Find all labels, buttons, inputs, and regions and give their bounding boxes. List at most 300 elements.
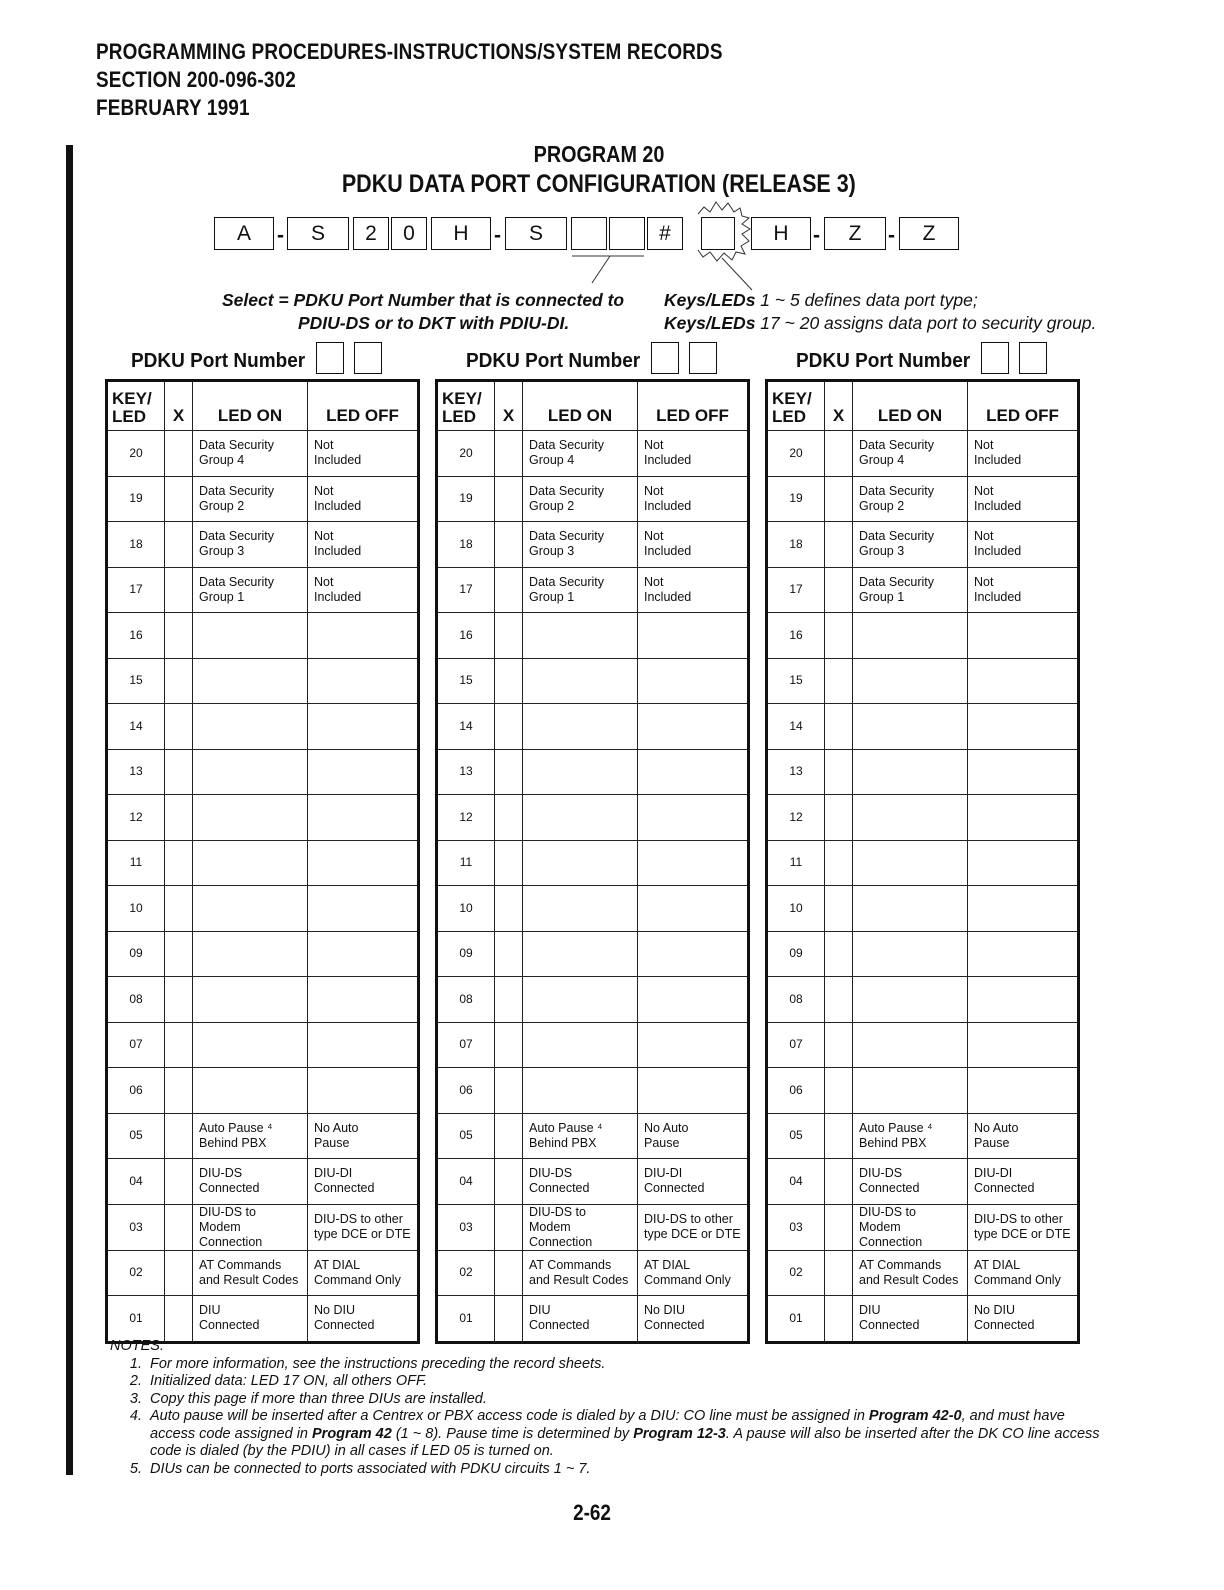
x-cell[interactable] xyxy=(825,1204,853,1250)
x-cell[interactable] xyxy=(495,1068,523,1114)
x-cell[interactable] xyxy=(825,431,853,477)
key-led-number: 20 xyxy=(107,431,165,477)
x-cell[interactable] xyxy=(495,613,523,659)
led-off-cell xyxy=(638,704,749,750)
key-led-number: 03 xyxy=(767,1204,825,1250)
key-led-number: 14 xyxy=(437,704,495,750)
led-off-cell xyxy=(308,1250,419,1296)
table-row xyxy=(767,1204,1079,1250)
led-on-text: Group 2 xyxy=(199,498,245,513)
table-row xyxy=(437,704,749,750)
led-off-cell xyxy=(638,1296,749,1343)
led-off-cell xyxy=(968,1296,1079,1343)
led-off-cell xyxy=(968,1068,1079,1114)
table-row xyxy=(437,1113,749,1159)
led-off-cell xyxy=(308,476,419,522)
led-off-text: Connected xyxy=(314,1318,375,1333)
port-number-box xyxy=(354,342,382,374)
x-cell[interactable] xyxy=(495,977,523,1023)
select-label: Select = xyxy=(222,290,289,310)
led-on-text: Connection xyxy=(529,1234,593,1249)
led-off-cell xyxy=(968,977,1079,1023)
led-off-cell xyxy=(638,1113,749,1159)
key-led-number: 11 xyxy=(107,840,165,886)
led-off-cell xyxy=(968,795,1079,841)
x-cell[interactable] xyxy=(165,1159,193,1205)
x-cell[interactable] xyxy=(165,431,193,477)
x-cell[interactable] xyxy=(495,567,523,613)
x-cell[interactable] xyxy=(495,1022,523,1068)
led-on-cell xyxy=(193,1296,308,1343)
x-cell[interactable] xyxy=(825,1296,853,1343)
program-subtitle: PDKU DATA PORT CONFIGURATION (RELEASE 3) xyxy=(341,170,857,198)
x-cell[interactable] xyxy=(165,1250,193,1296)
header-line-2: SECTION 200-096-302 xyxy=(96,67,296,92)
x-cell[interactable] xyxy=(495,1113,523,1159)
led-on-cell xyxy=(853,431,968,477)
led-on-cell xyxy=(193,1159,308,1205)
key-led-number: 06 xyxy=(107,1068,165,1114)
header-key-led: KEY/ LED xyxy=(107,381,165,431)
x-cell[interactable] xyxy=(165,567,193,613)
led-on-text: DIU xyxy=(199,1303,221,1318)
table-row xyxy=(437,431,749,477)
table-row xyxy=(767,658,1079,704)
led-on-text: Data Security xyxy=(529,483,605,498)
x-cell[interactable] xyxy=(825,522,853,568)
led-on-cell xyxy=(523,840,638,886)
led-on-cell xyxy=(523,886,638,932)
key-led-number: 02 xyxy=(107,1250,165,1296)
led-off-text: Included xyxy=(314,544,362,559)
x-cell[interactable] xyxy=(165,1204,193,1250)
port-number-box xyxy=(1019,342,1047,374)
x-cell[interactable] xyxy=(165,1022,193,1068)
led-off-cell xyxy=(638,1250,749,1296)
key-led-number: 07 xyxy=(767,1022,825,1068)
key-led-number: 13 xyxy=(107,749,165,795)
led-off-cell xyxy=(638,931,749,977)
led-on-text: Connected xyxy=(199,1318,260,1333)
note-2: 2. Initialized data: LED 17 ON, all others OFF. xyxy=(146,1373,1108,1391)
x-cell[interactable] xyxy=(825,931,853,977)
led-on-cell xyxy=(193,749,308,795)
x-cell[interactable] xyxy=(825,1113,853,1159)
led-off-cell xyxy=(308,1204,419,1250)
led-off-text: type DCE or DTE xyxy=(644,1227,741,1241)
led-off-text: No DIU xyxy=(314,1303,355,1318)
code-box-0: 0 xyxy=(391,217,427,250)
led-on-text: and Result Codes xyxy=(529,1272,629,1287)
led-off-text: Connected xyxy=(314,1181,375,1196)
table-row xyxy=(107,567,419,613)
led-off-cell xyxy=(638,1068,749,1114)
led-off-cell xyxy=(638,886,749,932)
led-on-cell xyxy=(523,522,638,568)
led-on-text: Behind PBX xyxy=(529,1135,597,1150)
led-off-text: Command Only xyxy=(974,1272,1061,1287)
key-led-number: 20 xyxy=(767,431,825,477)
led-off-cell xyxy=(638,658,749,704)
led-off-cell xyxy=(638,795,749,841)
led-off-text: Connected xyxy=(974,1318,1035,1333)
table-row xyxy=(107,1113,419,1159)
x-cell[interactable] xyxy=(495,1296,523,1343)
table-row xyxy=(437,1159,749,1205)
key-led-number: 05 xyxy=(107,1113,165,1159)
code-box-h: H xyxy=(431,217,491,250)
x-cell[interactable] xyxy=(825,795,853,841)
led-on-text: Behind PBX xyxy=(199,1135,267,1150)
table-row xyxy=(767,931,1079,977)
x-cell[interactable] xyxy=(825,977,853,1023)
led-off-text: Pause xyxy=(644,1135,680,1150)
header-led-off: LED OFF xyxy=(308,381,419,431)
x-cell[interactable] xyxy=(825,1250,853,1296)
key-led-number: 10 xyxy=(437,886,495,932)
code-box-z: Z xyxy=(824,217,886,250)
header-x: X xyxy=(165,381,193,431)
led-off-text: No Auto xyxy=(314,1120,359,1135)
select-label-line xyxy=(222,290,624,311)
x-cell[interactable] xyxy=(495,795,523,841)
led-off-text: Not xyxy=(644,483,664,498)
code-dash: - xyxy=(494,224,501,247)
led-off-text: Not xyxy=(974,574,994,589)
led-off-cell xyxy=(308,431,419,477)
x-cell[interactable] xyxy=(825,1068,853,1114)
key-led-number: 01 xyxy=(107,1296,165,1343)
x-cell[interactable] xyxy=(165,1068,193,1114)
key-led-number: 20 xyxy=(437,431,495,477)
led-off-cell xyxy=(638,1204,749,1250)
led-off-text: Included xyxy=(974,544,1022,559)
x-cell[interactable] xyxy=(165,613,193,659)
x-cell[interactable] xyxy=(495,658,523,704)
led-on-text: Connection xyxy=(199,1234,263,1249)
x-cell[interactable] xyxy=(165,1296,193,1343)
header-led-on: LED ON xyxy=(193,381,308,431)
x-cell[interactable] xyxy=(165,704,193,750)
port-number-label-3: PDKU Port Number xyxy=(796,350,971,372)
led-on-cell xyxy=(853,931,968,977)
x-cell[interactable] xyxy=(165,795,193,841)
x-cell[interactable] xyxy=(825,704,853,750)
table-header-row xyxy=(107,381,419,431)
led-on-text: Group 4 xyxy=(529,453,575,468)
x-cell[interactable] xyxy=(495,749,523,795)
led-on-text: DIU xyxy=(859,1303,881,1318)
key-led-number: 07 xyxy=(107,1022,165,1068)
led-off-cell xyxy=(638,1022,749,1068)
led-on-cell xyxy=(853,795,968,841)
key-led-number: 03 xyxy=(437,1204,495,1250)
key-led-number: 12 xyxy=(107,795,165,841)
key-led-number: 04 xyxy=(107,1159,165,1205)
led-on-cell xyxy=(523,431,638,477)
header-key-led: KEY/ LED xyxy=(437,381,495,431)
led-off-cell xyxy=(968,931,1079,977)
led-on-cell xyxy=(193,840,308,886)
led-off-text: Not xyxy=(974,483,994,498)
header-line-1: PROGRAMMING PROCEDURES-INSTRUCTIONS/SYSTEM RECORDS xyxy=(96,39,723,64)
code-box-z: Z xyxy=(899,217,959,250)
x-cell[interactable] xyxy=(495,476,523,522)
key-led-number: 08 xyxy=(437,977,495,1023)
table-row xyxy=(437,1250,749,1296)
led-off-text: DIU-DI xyxy=(974,1166,1013,1181)
led-on-text: Group 2 xyxy=(529,498,575,513)
header-x: X xyxy=(495,381,523,431)
table-row xyxy=(767,522,1079,568)
table-row xyxy=(437,977,749,1023)
led-on-cell xyxy=(853,613,968,659)
led-off-cell xyxy=(308,1022,419,1068)
table-row xyxy=(767,1068,1079,1114)
x-cell[interactable] xyxy=(495,886,523,932)
key-led-number: 05 xyxy=(437,1113,495,1159)
key-led-number: 11 xyxy=(767,840,825,886)
led-off-cell xyxy=(308,931,419,977)
led-off-cell xyxy=(308,704,419,750)
led-off-cell xyxy=(968,658,1079,704)
table-row xyxy=(767,840,1079,886)
led-off-cell xyxy=(638,1159,749,1205)
code-box-a: A xyxy=(214,217,274,250)
x-cell[interactable] xyxy=(825,840,853,886)
x-cell[interactable] xyxy=(165,476,193,522)
led-on-text: Connected xyxy=(859,1318,920,1333)
port-number-box xyxy=(316,342,344,374)
key-led-number: 01 xyxy=(767,1296,825,1343)
x-cell[interactable] xyxy=(165,658,193,704)
x-cell[interactable] xyxy=(495,1250,523,1296)
led-on-text: AT Commands xyxy=(529,1257,612,1272)
key-led-number: 11 xyxy=(437,840,495,886)
led-on-cell xyxy=(193,1022,308,1068)
led-on-cell xyxy=(853,749,968,795)
led-on-cell xyxy=(853,658,968,704)
key-led-number: 06 xyxy=(437,1068,495,1114)
key-led-number: 08 xyxy=(767,977,825,1023)
header-led-off: LED OFF xyxy=(968,381,1079,431)
code-box-s: S xyxy=(505,217,567,250)
led-on-cell xyxy=(523,795,638,841)
led-on-cell xyxy=(523,1068,638,1114)
led-off-cell xyxy=(638,431,749,477)
led-off-cell xyxy=(308,567,419,613)
led-off-text: Not xyxy=(314,574,334,589)
x-cell[interactable] xyxy=(825,658,853,704)
led-on-text: Group 3 xyxy=(199,544,245,559)
x-cell[interactable] xyxy=(165,1113,193,1159)
led-on-cell xyxy=(193,704,308,750)
table-row xyxy=(107,1204,419,1250)
led-on-text: and Result Codes xyxy=(859,1272,959,1287)
led-on-cell xyxy=(193,1204,308,1250)
x-cell[interactable] xyxy=(495,1204,523,1250)
led-on-text: DIU-DS to xyxy=(859,1204,916,1219)
led-on-cell xyxy=(853,1022,968,1068)
x-cell[interactable] xyxy=(165,522,193,568)
code-box-s: S xyxy=(287,217,349,250)
led-off-cell xyxy=(638,840,749,886)
key-led-number: 12 xyxy=(767,795,825,841)
table-row xyxy=(107,704,419,750)
table-row xyxy=(107,1159,419,1205)
table-row xyxy=(437,1022,749,1068)
led-on-cell xyxy=(523,1022,638,1068)
led-on-text: Modem xyxy=(859,1219,901,1234)
led-on-text: Connected xyxy=(529,1181,590,1196)
x-cell[interactable] xyxy=(825,1159,853,1205)
led-off-text: Connected xyxy=(974,1181,1035,1196)
led-off-text: Included xyxy=(974,453,1022,468)
led-off-text: type DCE or DTE xyxy=(974,1227,1071,1241)
key-led-number: 19 xyxy=(437,476,495,522)
table-row xyxy=(437,613,749,659)
led-on-cell xyxy=(853,1250,968,1296)
led-off-cell xyxy=(968,704,1079,750)
table-row xyxy=(107,476,419,522)
code-box-h: H xyxy=(751,217,811,250)
led-on-text: DIU-DS xyxy=(859,1166,903,1181)
led-off-cell xyxy=(308,1113,419,1159)
led-on-cell xyxy=(523,567,638,613)
key-led-number: 19 xyxy=(107,476,165,522)
code-box-2: 2 xyxy=(353,217,389,250)
led-on-text: Auto Pause ⁴ xyxy=(529,1120,603,1135)
key-led-number: 18 xyxy=(767,522,825,568)
table-row xyxy=(767,1250,1079,1296)
led-off-text: Pause xyxy=(974,1135,1010,1150)
x-cell[interactable] xyxy=(165,886,193,932)
led-on-text: Data Security xyxy=(199,529,275,544)
led-on-text: Group 1 xyxy=(859,589,905,604)
note-3: 3. Copy this page if more than three DIUs are installed. xyxy=(146,1391,1108,1409)
led-off-text: Not xyxy=(314,529,334,544)
led-off-text: Not xyxy=(644,438,664,453)
x-cell[interactable] xyxy=(825,567,853,613)
table-row xyxy=(107,613,419,659)
x-cell[interactable] xyxy=(495,704,523,750)
x-cell[interactable] xyxy=(495,431,523,477)
table-row xyxy=(767,795,1079,841)
led-on-cell xyxy=(523,613,638,659)
table-row xyxy=(107,1296,419,1343)
x-cell[interactable] xyxy=(825,1022,853,1068)
led-on-cell xyxy=(193,1068,308,1114)
led-on-text: Group 4 xyxy=(199,453,245,468)
led-off-cell xyxy=(308,1068,419,1114)
key-led-number: 18 xyxy=(437,522,495,568)
led-on-cell xyxy=(193,1113,308,1159)
table-row xyxy=(107,431,419,477)
led-off-cell xyxy=(968,431,1079,477)
led-off-cell xyxy=(308,795,419,841)
x-cell[interactable] xyxy=(825,886,853,932)
led-table-3 xyxy=(765,379,1080,1344)
led-on-cell xyxy=(853,522,968,568)
led-on-text: Data Security xyxy=(199,438,275,453)
led-on-text: AT Commands xyxy=(199,1257,282,1272)
led-on-text: Data Security xyxy=(859,438,935,453)
x-cell[interactable] xyxy=(495,931,523,977)
led-on-cell xyxy=(523,977,638,1023)
port-number-box xyxy=(651,342,679,374)
led-on-cell xyxy=(853,1068,968,1114)
led-on-text: DIU-DS to xyxy=(529,1204,586,1219)
table-row xyxy=(107,1068,419,1114)
led-on-text: Connection xyxy=(859,1234,923,1249)
led-on-text: Data Security xyxy=(859,483,935,498)
table-row xyxy=(107,1022,419,1068)
table-row xyxy=(437,1296,749,1343)
x-cell[interactable] xyxy=(495,840,523,886)
x-cell[interactable] xyxy=(825,613,853,659)
led-on-cell xyxy=(523,1159,638,1205)
table-row xyxy=(107,840,419,886)
led-on-cell xyxy=(523,749,638,795)
key-led-number: 17 xyxy=(767,567,825,613)
table-row xyxy=(767,1159,1079,1205)
led-off-text: Not xyxy=(974,438,994,453)
led-on-cell xyxy=(853,476,968,522)
led-off-text: Included xyxy=(644,544,692,559)
led-on-cell xyxy=(193,522,308,568)
led-on-text: Data Security xyxy=(199,574,275,589)
key-led-number: 04 xyxy=(437,1159,495,1205)
x-cell[interactable] xyxy=(495,1159,523,1205)
key-led-number: 05 xyxy=(767,1113,825,1159)
x-cell[interactable] xyxy=(165,977,193,1023)
note-5: 5. DIUs can be connected to ports associated with PDKU circuits 1 ~ 7. xyxy=(146,1461,1108,1479)
table-row xyxy=(107,522,419,568)
led-on-text: DIU-DS xyxy=(529,1166,573,1181)
x-cell[interactable] xyxy=(165,749,193,795)
key-led-number: 01 xyxy=(437,1296,495,1343)
port-number-label-1: PDKU Port Number xyxy=(131,350,306,372)
x-cell[interactable] xyxy=(825,476,853,522)
program-title: PROGRAM 20 xyxy=(533,141,665,167)
led-off-text: type DCE or DTE xyxy=(314,1227,411,1241)
key-led-number: 15 xyxy=(437,658,495,704)
led-off-text: Included xyxy=(314,589,362,604)
key-led-number: 10 xyxy=(767,886,825,932)
led-off-text: No Auto xyxy=(974,1120,1019,1135)
key-led-number: 06 xyxy=(767,1068,825,1114)
port-number-label-2: PDKU Port Number xyxy=(466,350,641,372)
table-header-row xyxy=(767,381,1079,431)
x-cell[interactable] xyxy=(825,749,853,795)
header-x: X xyxy=(825,381,853,431)
table-row xyxy=(437,1204,749,1250)
led-on-cell xyxy=(853,1296,968,1343)
x-cell[interactable] xyxy=(165,840,193,886)
x-cell[interactable] xyxy=(495,522,523,568)
led-on-cell xyxy=(193,431,308,477)
led-on-text: Connected xyxy=(529,1318,590,1333)
led-on-cell xyxy=(853,977,968,1023)
led-off-cell xyxy=(968,749,1079,795)
led-off-cell xyxy=(308,840,419,886)
led-off-cell xyxy=(968,886,1079,932)
x-cell[interactable] xyxy=(165,931,193,977)
led-on-cell xyxy=(853,840,968,886)
led-on-cell xyxy=(523,1296,638,1343)
led-on-cell xyxy=(853,886,968,932)
key-led-number: 17 xyxy=(107,567,165,613)
